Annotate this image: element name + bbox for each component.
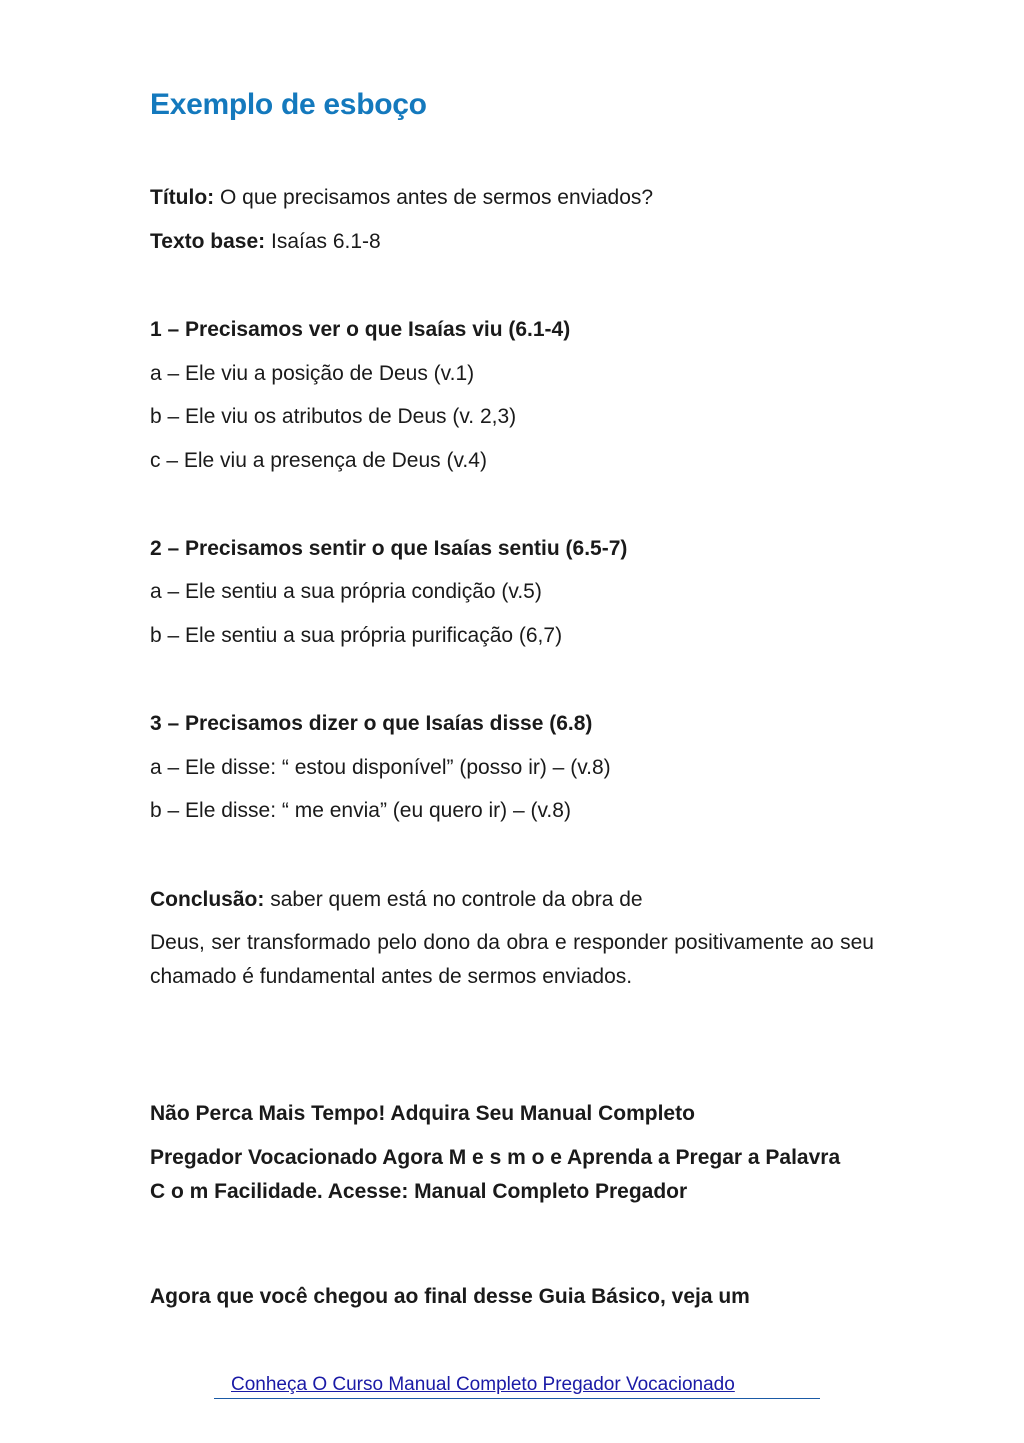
section-2-heading: 2 – Precisamos sentir o que Isaías sentiu (6.5-7) bbox=[150, 537, 628, 560]
section-3-item-a: a – Ele disse: “ estou disponível” (posso ir) – (v.8) bbox=[150, 756, 611, 779]
conclusion-label: Conclusão: bbox=[150, 888, 265, 911]
section-2-item-b: b – Ele sentiu a sua própria purificação (6,7) bbox=[150, 624, 563, 647]
title-line bbox=[150, 184, 653, 212]
section-1-item-b: b – Ele viu os atributos de Deus (v. 2,3) bbox=[150, 405, 517, 428]
course-link-text[interactable]: Conheça O Curso Manual Completo Pregador Vocacionado bbox=[231, 1374, 735, 1395]
conclusion-first-line: saber quem está no controle da obra de bbox=[270, 888, 643, 911]
base-text-value: Isaías 6.1-8 bbox=[271, 230, 381, 253]
conclusion-line bbox=[150, 886, 643, 914]
promo-line-2: Pregador Vocacionado Agora M e s m o e Aprenda a Pregar a Palavra C o m Facilidade. Acesse: Manual Completo Pregador bbox=[150, 1146, 841, 1203]
section-1-item-c: c – Ele viu a presença de Deus (v.4) bbox=[150, 449, 487, 472]
section-1-item-a: a – Ele viu a posição de Deus (v.1) bbox=[150, 362, 475, 385]
section-2-item-a: a – Ele sentiu a sua própria condição (v.5) bbox=[150, 580, 542, 603]
base-text-line bbox=[150, 228, 381, 256]
page-heading: Exemplo de esboço bbox=[150, 88, 427, 121]
section-3-item-b: b – Ele disse: “ me envia” (eu quero ir) – (v.8) bbox=[150, 799, 571, 822]
conclusion-text: Deus, ser transformado pelo dono da obra e responder positivamente ao seu chamado é fundamental antes de sermos enviados. bbox=[150, 931, 874, 988]
base-text-label: Texto base: bbox=[150, 230, 266, 253]
closing-text: Agora que você chegou ao final desse Guia Básico, veja um bbox=[150, 1285, 750, 1308]
title-value: O que precisamos antes de sermos enviados? bbox=[219, 186, 654, 209]
section-3-heading: 3 – Precisamos dizer o que Isaías disse (6.8) bbox=[150, 712, 593, 735]
promo-line-1: Não Perca Mais Tempo! Adquira Seu Manual Completo bbox=[150, 1102, 695, 1125]
course-link[interactable] bbox=[214, 1372, 820, 1399]
title-label: Título: bbox=[150, 186, 215, 209]
section-1-heading: 1 – Precisamos ver o que Isaías viu (6.1-4) bbox=[150, 318, 571, 341]
